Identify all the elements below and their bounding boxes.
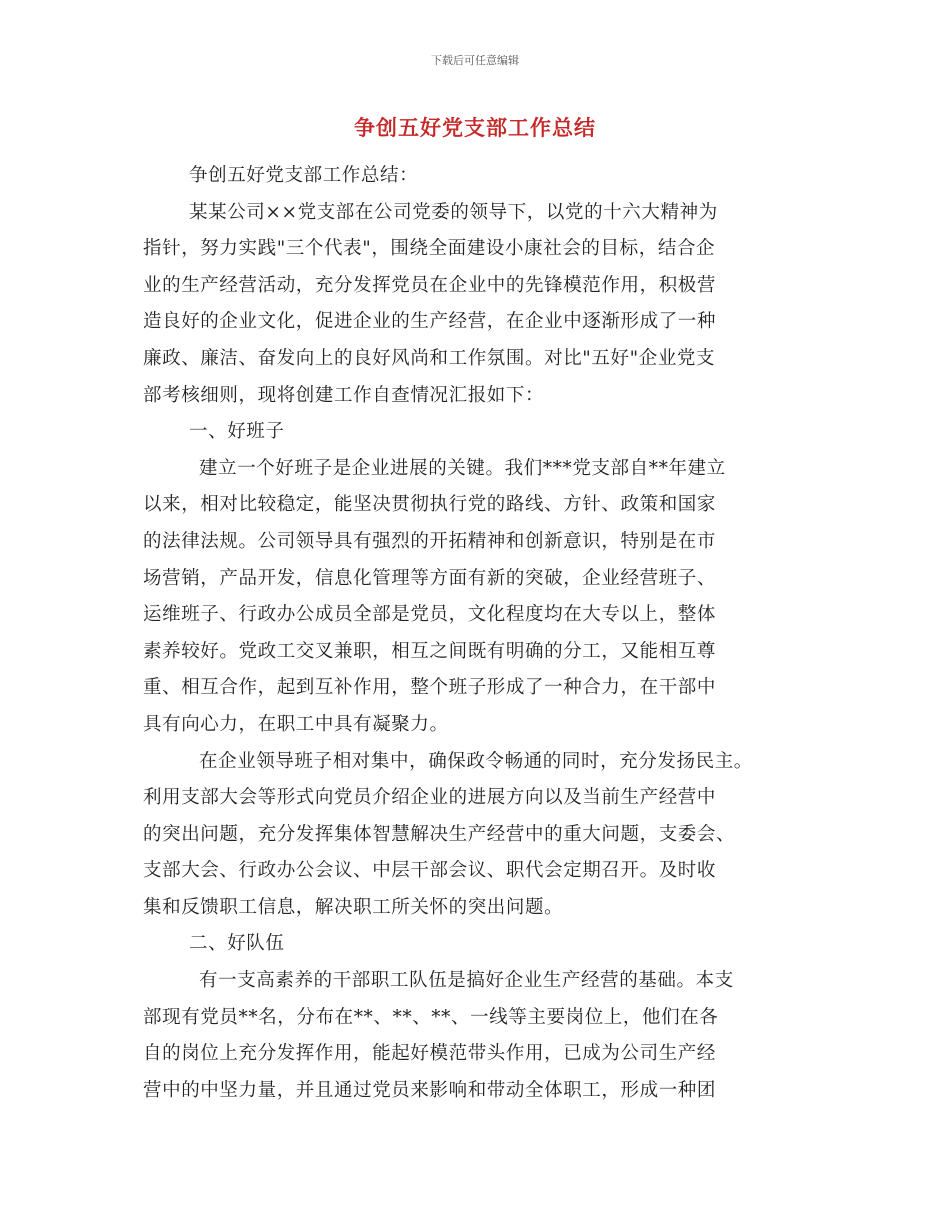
text-line: 业的生产经营活动，充分发挥党员在企业中的先锋模范作用，积极营 <box>143 274 717 296</box>
text-line: 具有向心力，在职工中具有凝聚力。 <box>143 713 449 735</box>
text-line: 的突出问题，充分发挥集体智慧解决生产经营中的重大问题，支委会、 <box>143 823 736 845</box>
text-line: 集和反馈职工信息，解决职工所关怀的突出问题。 <box>143 896 564 918</box>
text-line: 部考核细则，现将创建工作自查情况汇报如下： <box>143 384 545 406</box>
text-line: 廉政、廉洁、奋发向上的良好风尚和工作氛围。对比"五好"企业党支 <box>143 347 716 369</box>
text-line: 运维班子、行政办公成员全部是党员，文化程度均在大专以上，整体 <box>143 604 717 626</box>
text-line: 在企业领导班子相对集中，确保政令畅通的同时，充分发扬民主。 <box>199 750 753 772</box>
text-line: 自的岗位上充分发挥作用，能起好模范带头作用，已成为公司生产经 <box>143 1043 717 1065</box>
document-body <box>143 158 823 1109</box>
text-line: 的法律法规。公司领导具有强烈的开拓精神和创新意识，特别是在市 <box>143 530 717 552</box>
text-line: 有一支高素养的干部职工队伍是搞好企业生产经营的基础。本支 <box>199 970 734 992</box>
text-line: 造良好的企业文化，促进企业的生产经营，在企业中逐渐形成了一种 <box>143 311 717 333</box>
text-line: 建立一个好班子是企业进展的关键。我们***党支部自**年建立 <box>199 457 726 479</box>
text-line: 场营销，产品开发，信息化管理等方面有新的突破，企业经营班子、 <box>143 567 717 589</box>
text-line: 争创五好党支部工作总结： <box>189 165 419 186</box>
text-line: 指针，努力实践"三个代表"，围绕全面建设小康社会的目标，结合企 <box>143 238 716 260</box>
text-line: 某某公司××党支部在公司党委的领导下，以党的十六大精神为 <box>189 201 718 223</box>
text-line: 利用支部大会等形式向党员介绍企业的进展方向以及当前生产经营中 <box>143 787 717 809</box>
text-line: 支部大会、行政办公会议、中层干部会议、职代会定期召开。及时收 <box>143 860 717 882</box>
header-note: 下载后可任意编辑 <box>431 54 519 67</box>
text-line: 营中的中坚力量，并且通过党员来影响和带动全体职工，形成一种团 <box>143 1079 717 1101</box>
section-heading: 二、好队伍 <box>189 933 285 955</box>
section-heading: 一、好班子 <box>189 421 285 443</box>
text-line: 部现有党员**名，分布在**、**、**、一线等主要岗位上，他们在各 <box>143 1006 719 1028</box>
document-title: 争创五好党支部工作总结 <box>354 116 596 140</box>
text-line: 重、相互合作，起到互补作用，整个班子形成了一种合力，在干部中 <box>143 677 717 699</box>
text-line: 以来，相对比较稳定，能坚决贯彻执行党的路线、方针、政策和国家 <box>143 494 717 516</box>
text-line: 素养较好。党政工交叉兼职，相互之间既有明确的分工，又能相互尊 <box>143 640 717 662</box>
